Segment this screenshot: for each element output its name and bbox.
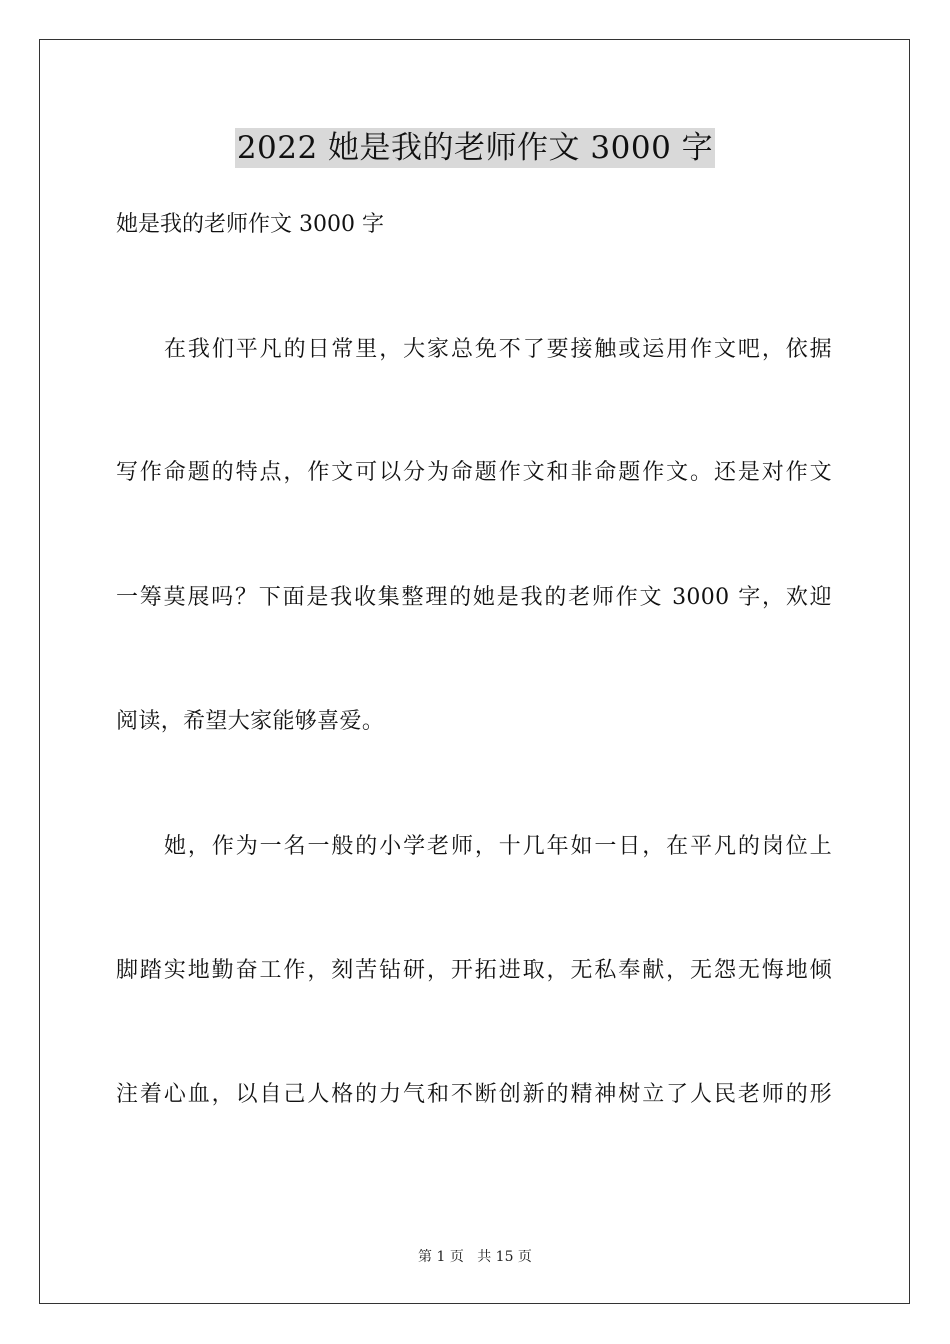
paragraph-line: 在我们平凡的日常里，大家总免不了要接触或运用作文吧，依据 (164, 337, 832, 362)
paragraph-line: 一筹莫展吗？下面是我收集整理的她是我的老师作文 3000 字，欢迎 (116, 585, 832, 610)
paragraph-line: 脚踏实地勤奋工作，刻苦钻研，开拓进取，无私奉献，无怨无悔地倾 (116, 958, 832, 983)
title-container (0, 128, 950, 168)
document-title: 2022 她是我的老师作文 3000 字 (236, 130, 714, 166)
document-subtitle: 她是我的老师作文 3000 字 (116, 212, 384, 237)
page-footer (0, 1247, 950, 1267)
page-number: 第 1 页 (418, 1249, 464, 1265)
paragraph-line: 阅读，希望大家能够喜爱。 (116, 709, 385, 734)
page-total: 共 15 页 (477, 1249, 532, 1265)
paragraph-line: 她，作为一名一般的小学老师，十几年如一日，在平凡的岗位上 (164, 834, 832, 859)
paragraph-line: 注着心血，以自己人格的力气和不断创新的精神树立了人民老师的形 (116, 1082, 832, 1107)
paragraph-line: 写作命题的特点，作文可以分为命题作文和非命题作文。还是对作文 (116, 460, 832, 485)
